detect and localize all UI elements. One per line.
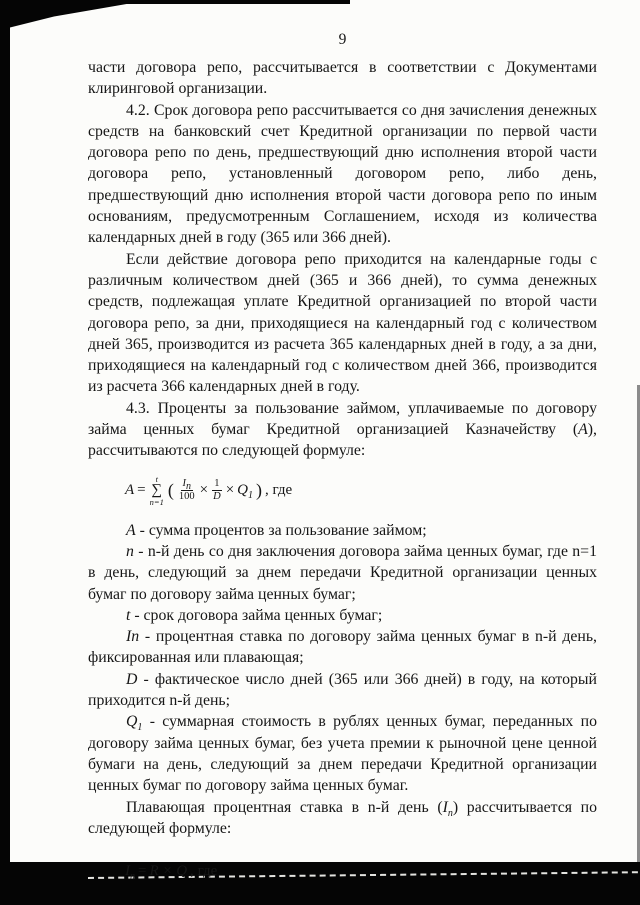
paragraph-4-2: 4.2. Срок договора репо рассчитывается со дня зачисления денежных средств на банковский счет Кредитной организации по первой части договора репо по день, предшествующий дню исполнения второй части договора репо, установленный договором репо, либо день, предшествующий дню исполнения второй части договора репо по иным основаниям, предусмотренным Соглашением, исходя из количества календарных дней в году (365 или 366 дней). (88, 101, 597, 247)
variable-A: A (578, 421, 588, 439)
fraction-denominator: 100 (178, 491, 195, 503)
definition-A (88, 520, 597, 541)
text-run: ) рассчитывается по следующей формуле: (88, 798, 597, 837)
scan-artifact-left-edge (0, 0, 10, 905)
open-paren: ( (167, 479, 174, 500)
variable-Q1 (237, 480, 253, 501)
definition-In (88, 626, 597, 669)
paragraph-continuation: части договора репо, рассчитывается в соответствии с Документами клиринговой организации. (88, 59, 597, 98)
page-number: 9 (338, 31, 347, 48)
subscript-n: n (447, 807, 453, 819)
document-body (88, 57, 597, 882)
definition-text: - n-й день со дня заключения договора займа ценных бумаг, где n=1 в день, следующий за днем передачи Кредитной организации ценных бумаг по договору займа ценных бумаг; (88, 542, 597, 603)
definition-D (88, 669, 597, 712)
variable-I: I (182, 478, 187, 490)
summation-symbol (150, 475, 164, 507)
fraction-In-over-100 (177, 478, 197, 503)
subscript-n: n (130, 871, 135, 883)
formula-floating-rate (125, 861, 597, 882)
formula-tail: , где (265, 481, 293, 498)
variable-term: D (126, 670, 138, 688)
paragraph-4-3 (88, 398, 597, 462)
paragraph-floating-rate (88, 797, 597, 840)
close-paren: ) (256, 479, 263, 500)
multiply-sign: × (199, 481, 209, 498)
variable-term: A (126, 521, 136, 539)
definition-text: - фактическое число дней (365 или 366 дней) в году, на который приходится n-й день; (88, 670, 597, 710)
variable-In (125, 861, 135, 882)
fraction-numerator: 1 (212, 478, 221, 491)
text-run: Плавающая процентная ставка в n-й день ( (126, 798, 443, 816)
paragraph-calendar-years: Если действие договора репо приходится на календарные годы с различным количеством дней (365 и 366 дней), то сумма денежных средств, подлежащая уплате Кредитной организацией по второй части договора репо, за дни, приходящиеся на календарный год с количеством дней 365, производится из расчета 365 календарных дней в году, а за дни, приходящиеся на календарный год с количеством дней 366, производится из расчета 366 календарных дней в году. (88, 250, 597, 396)
subscript-n: n (186, 481, 192, 493)
summation-lower-limit: n=1 (149, 497, 164, 508)
definition-Q1 (88, 711, 597, 796)
variable-term: In (126, 628, 140, 646)
sigma-icon: ∑ (151, 482, 163, 499)
subscript-1: 1 (248, 489, 254, 501)
equals-sign: = (138, 863, 147, 880)
expression-RxQ: R × Q (149, 863, 188, 880)
definition-n (88, 541, 597, 605)
variable-A: A (125, 481, 135, 498)
multiply-sign: × (225, 481, 235, 498)
fraction-1-over-D (211, 478, 223, 503)
definition-t (88, 605, 597, 626)
fraction-numerator (181, 478, 194, 491)
variable-Q: Q (237, 481, 249, 498)
formula-tail: , где (190, 863, 218, 880)
scan-artifact-top-left-wedge (0, 0, 150, 30)
variable-term: t (126, 606, 131, 624)
text-run: ), рассчитываются по следующей формуле: (88, 421, 597, 460)
definition-text: - срок договора займа ценных бумаг; (130, 606, 383, 624)
fraction-denominator: D (213, 491, 221, 503)
equals-sign: = (137, 481, 146, 498)
variable-I: I (442, 798, 448, 816)
summation-upper-limit: t (155, 473, 158, 484)
variable-I: I (125, 863, 130, 880)
variable-term: Q (126, 713, 138, 731)
variable-term: n (126, 542, 134, 560)
definition-text: - процентная ставка по договору займа ценных бумаг в n-й день, фиксированная или плавающая; (88, 628, 597, 667)
definition-text: - сумма процентов за пользование займом; (135, 521, 427, 539)
definition-text: - суммарная стоимость в рублях ценных бумаг, переданных по договору займа ценных бумаг, без учета премии к рыночной цене ценной бумаги на день, следующий за днем передачи Кредитной организации ценных бумаг по договору займа ценных бумаг. (88, 713, 597, 795)
formula-interest-total (125, 475, 597, 507)
subscript-1: 1 (137, 722, 143, 734)
text-run: 4.3. Проценты за пользование займом, уплачиваемые по договору займа ценных бумаг Кредитной организацией Казначейству ( (88, 399, 597, 439)
